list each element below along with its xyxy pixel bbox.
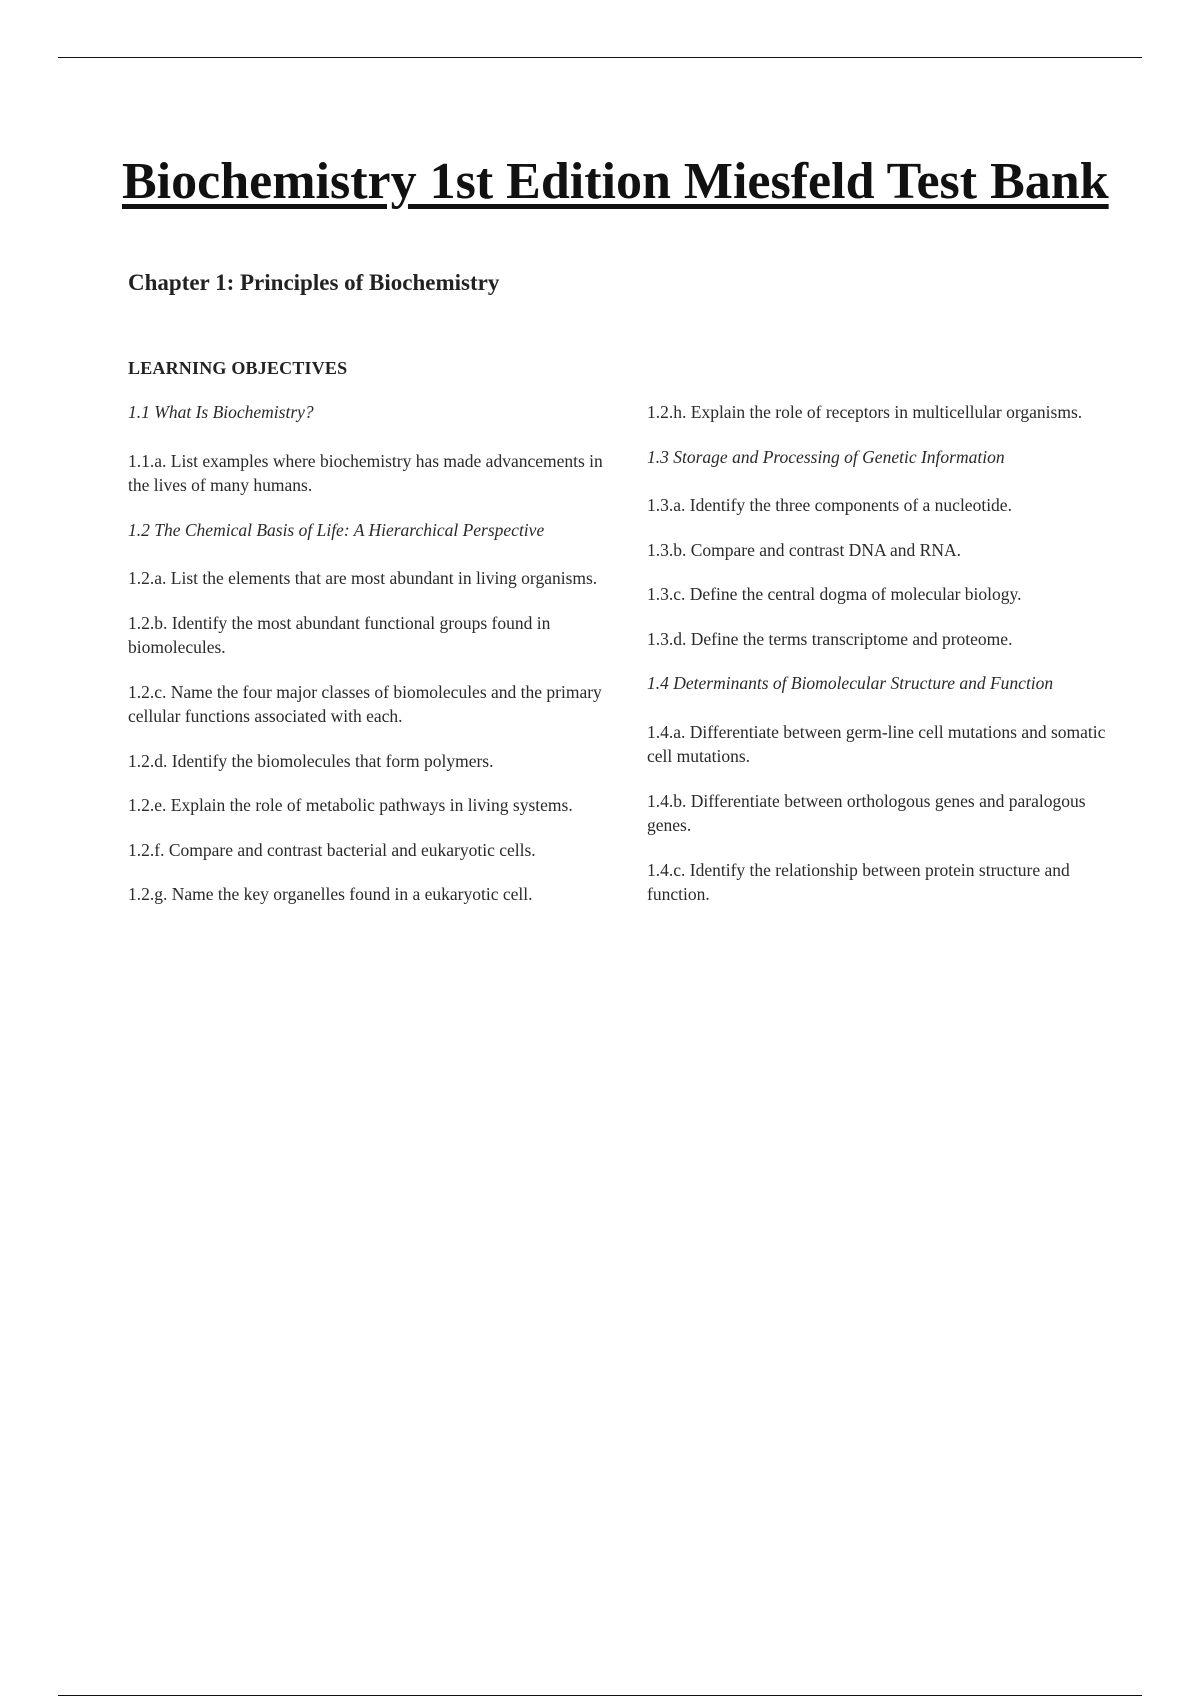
objective-item: 1.2.a. List the elements that are most abundant in living organisms. [128,568,598,588]
objective-item: 1.3.c. Define the central dogma of molecular biology. [647,584,1022,604]
objectives-left-column [128,400,618,927]
section-heading: 1.4 Determinants of Biomolecular Structure and Function [647,673,1054,693]
top-rule [58,57,1142,58]
bottom-rule [58,1695,1142,1696]
objective-item: 1.2.e. Explain the role of metabolic pathways in living systems. [128,795,573,815]
objective-item: 1.3.d. Define the terms transcriptome and proteome. [647,628,1013,649]
objective-item: 1.4.b. Differentiate between orthologous genes and paralogous genes. [647,790,1086,835]
document-title: Biochemistry 1st Edition Miesfeld Test Bank [122,152,1109,210]
chapter-title: Chapter 1: Principles of Biochemistry [128,270,500,295]
section-heading: 1.3 Storage and Processing of Genetic Information [647,446,1005,467]
section-heading: 1.1 What Is Biochemistry? [128,402,314,422]
objective-item: 1.2.c. Name the four major classes of biomolecules and the primary cellular functions associated with each. [128,681,602,726]
objective-item: 1.4.a. Differentiate between germ-line cell mutations and somatic cell mutations. [647,721,1106,766]
objective-item: 1.2.f. Compare and contrast bacterial and eukaryotic cells. [128,839,536,860]
objective-item: 1.1.a. List examples where biochemistry has made advancements in the lives of many humans. [128,450,603,495]
objective-item: 1.2.d. Identify the biomolecules that form polymers. [128,750,494,771]
objective-item: 1.2.b. Identify the most abundant functional groups found in biomolecules. [128,612,551,657]
learning-objectives-heading: LEARNING OBJECTIVES [128,358,348,378]
objective-item: 1.3.a. Identify the three components of a nucleotide. [647,495,1012,515]
section-heading: 1.2 The Chemical Basis of Life: A Hierarchical Perspective [128,519,545,540]
objective-item: 1.2.h. Explain the role of receptors in multicellular organisms. [647,402,1083,422]
objective-item: 1.2.g. Name the key organelles found in a eukaryotic cell. [128,884,533,904]
objective-item: 1.4.c. Identify the relationship between protein structure and function. [647,859,1070,904]
objectives-right-column [647,400,1127,927]
objective-item: 1.3.b. Compare and contrast DNA and RNA. [647,539,961,560]
